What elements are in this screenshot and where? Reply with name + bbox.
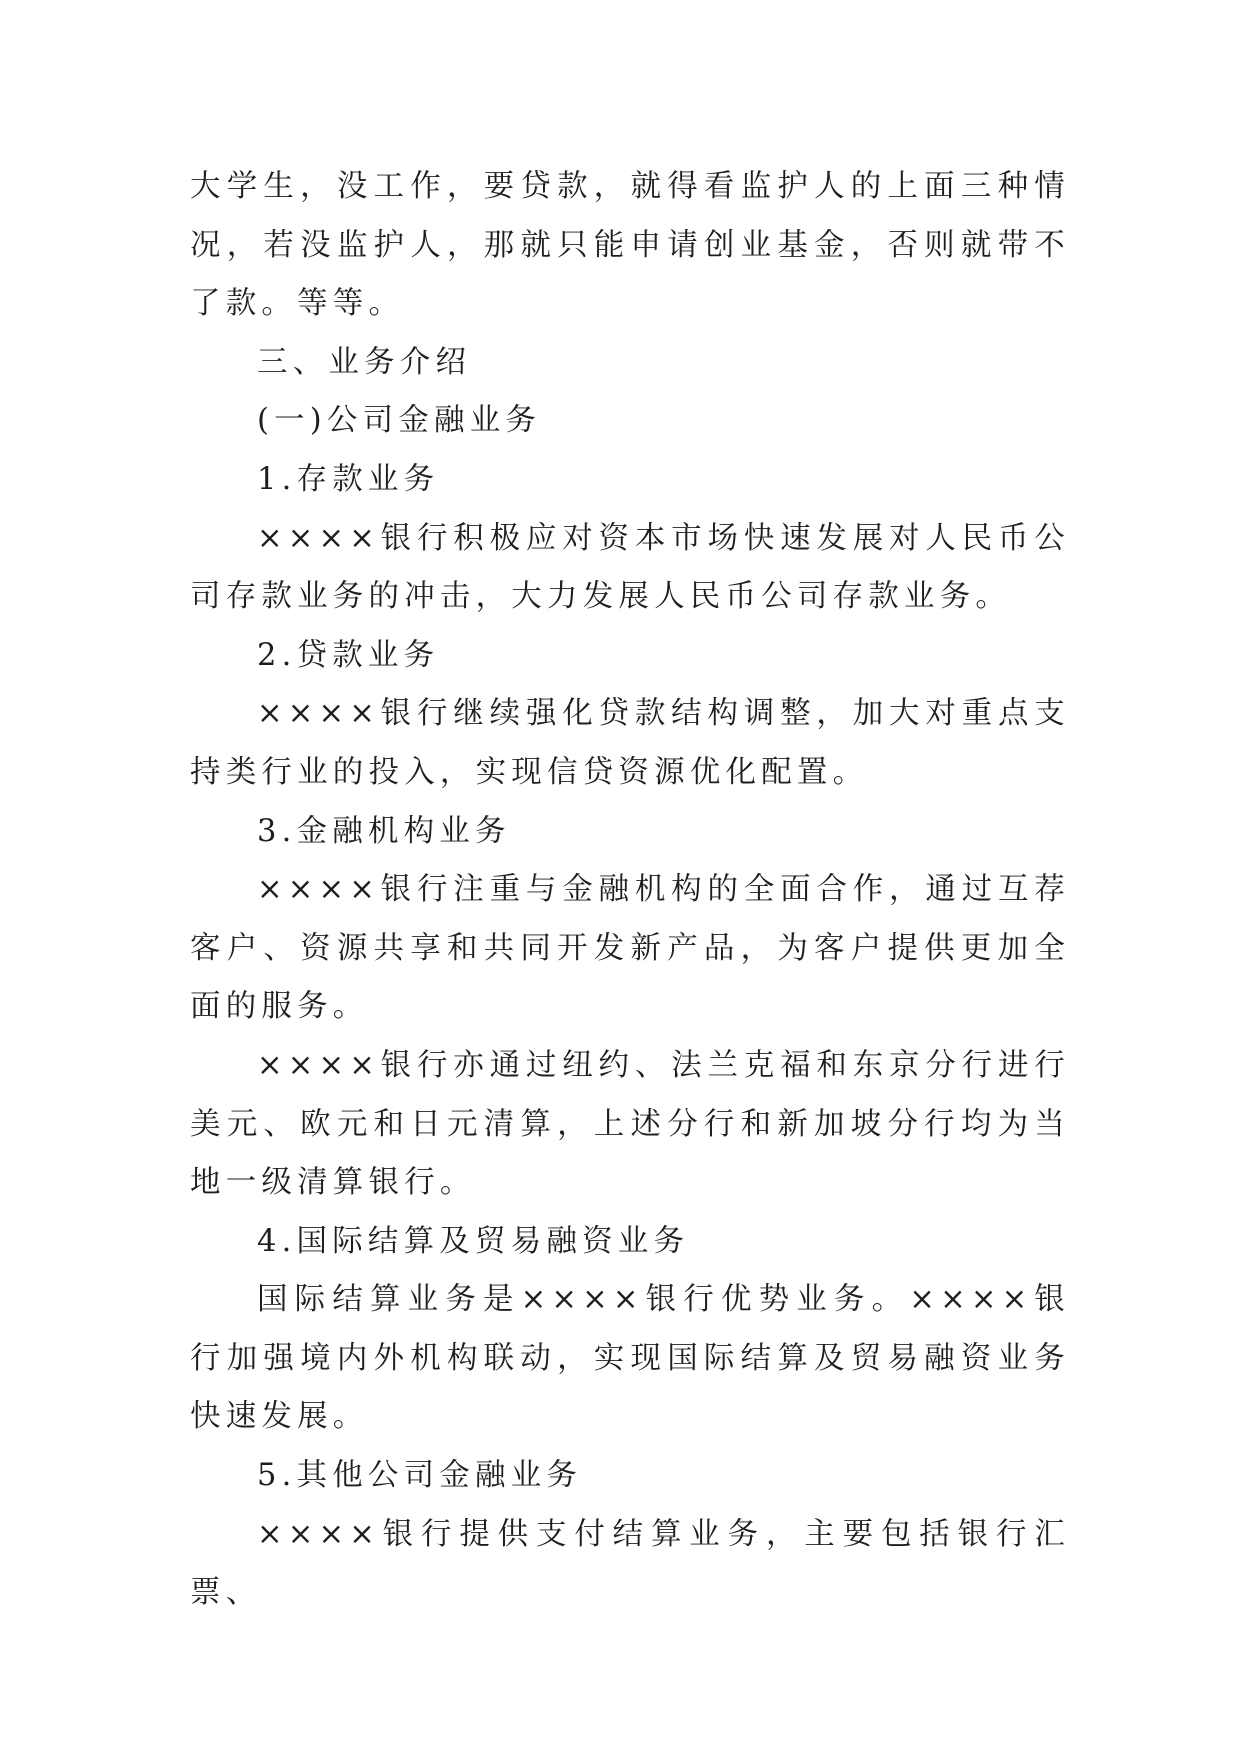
subsection-heading: (一)公司金融业务 [257, 403, 542, 439]
paragraph-clearing: ××××银行亦通过纽约、法兰克福和东京分行进行美元、欧元和日元清算，上述分行和新加坡分行均为当地一级清算银行。 [190, 1047, 1070, 1201]
paragraph-intro: 大学生，没工作，要贷款，就得看监护人的上面三种情况，若没监护人，那就只能申请创业基金，否则就带不了款。等等。 [190, 169, 1070, 322]
item-heading-deposit: 1.存款业务 [257, 461, 440, 497]
paragraph-loan: ××××银行继续强化贷款结构调整，加大对重点支持类行业的投入，实现信贷资源优化配置。 [190, 696, 1070, 790]
document-body [190, 158, 1070, 1623]
item-heading-loan: 2.贷款业务 [257, 637, 440, 673]
paragraph-institution: ××××银行注重与金融机构的全面合作，通过互荐客户、资源共享和共同开发新产品，为客户提供更加全面的服务。 [190, 872, 1070, 1025]
item-heading-settlement: 4.国际结算及贸易融资业务 [257, 1223, 690, 1259]
section-heading: 三、业务介绍 [257, 344, 472, 380]
paragraph-other: ××××银行提供支付结算业务，主要包括银行汇票、 [190, 1516, 1070, 1611]
paragraph-settlement: 国际结算业务是××××银行优势业务。××××银行加强境内外机构联动，实现国际结算及贸易融资业务快速发展。 [190, 1282, 1070, 1435]
item-heading-institution: 3.金融机构业务 [257, 813, 511, 849]
item-heading-other: 5.其他公司金融业务 [257, 1458, 583, 1494]
paragraph-deposit: ××××银行积极应对资本市场快速发展对人民币公司存款业务的冲击，大力发展人民币公司存款业务。 [190, 520, 1070, 615]
